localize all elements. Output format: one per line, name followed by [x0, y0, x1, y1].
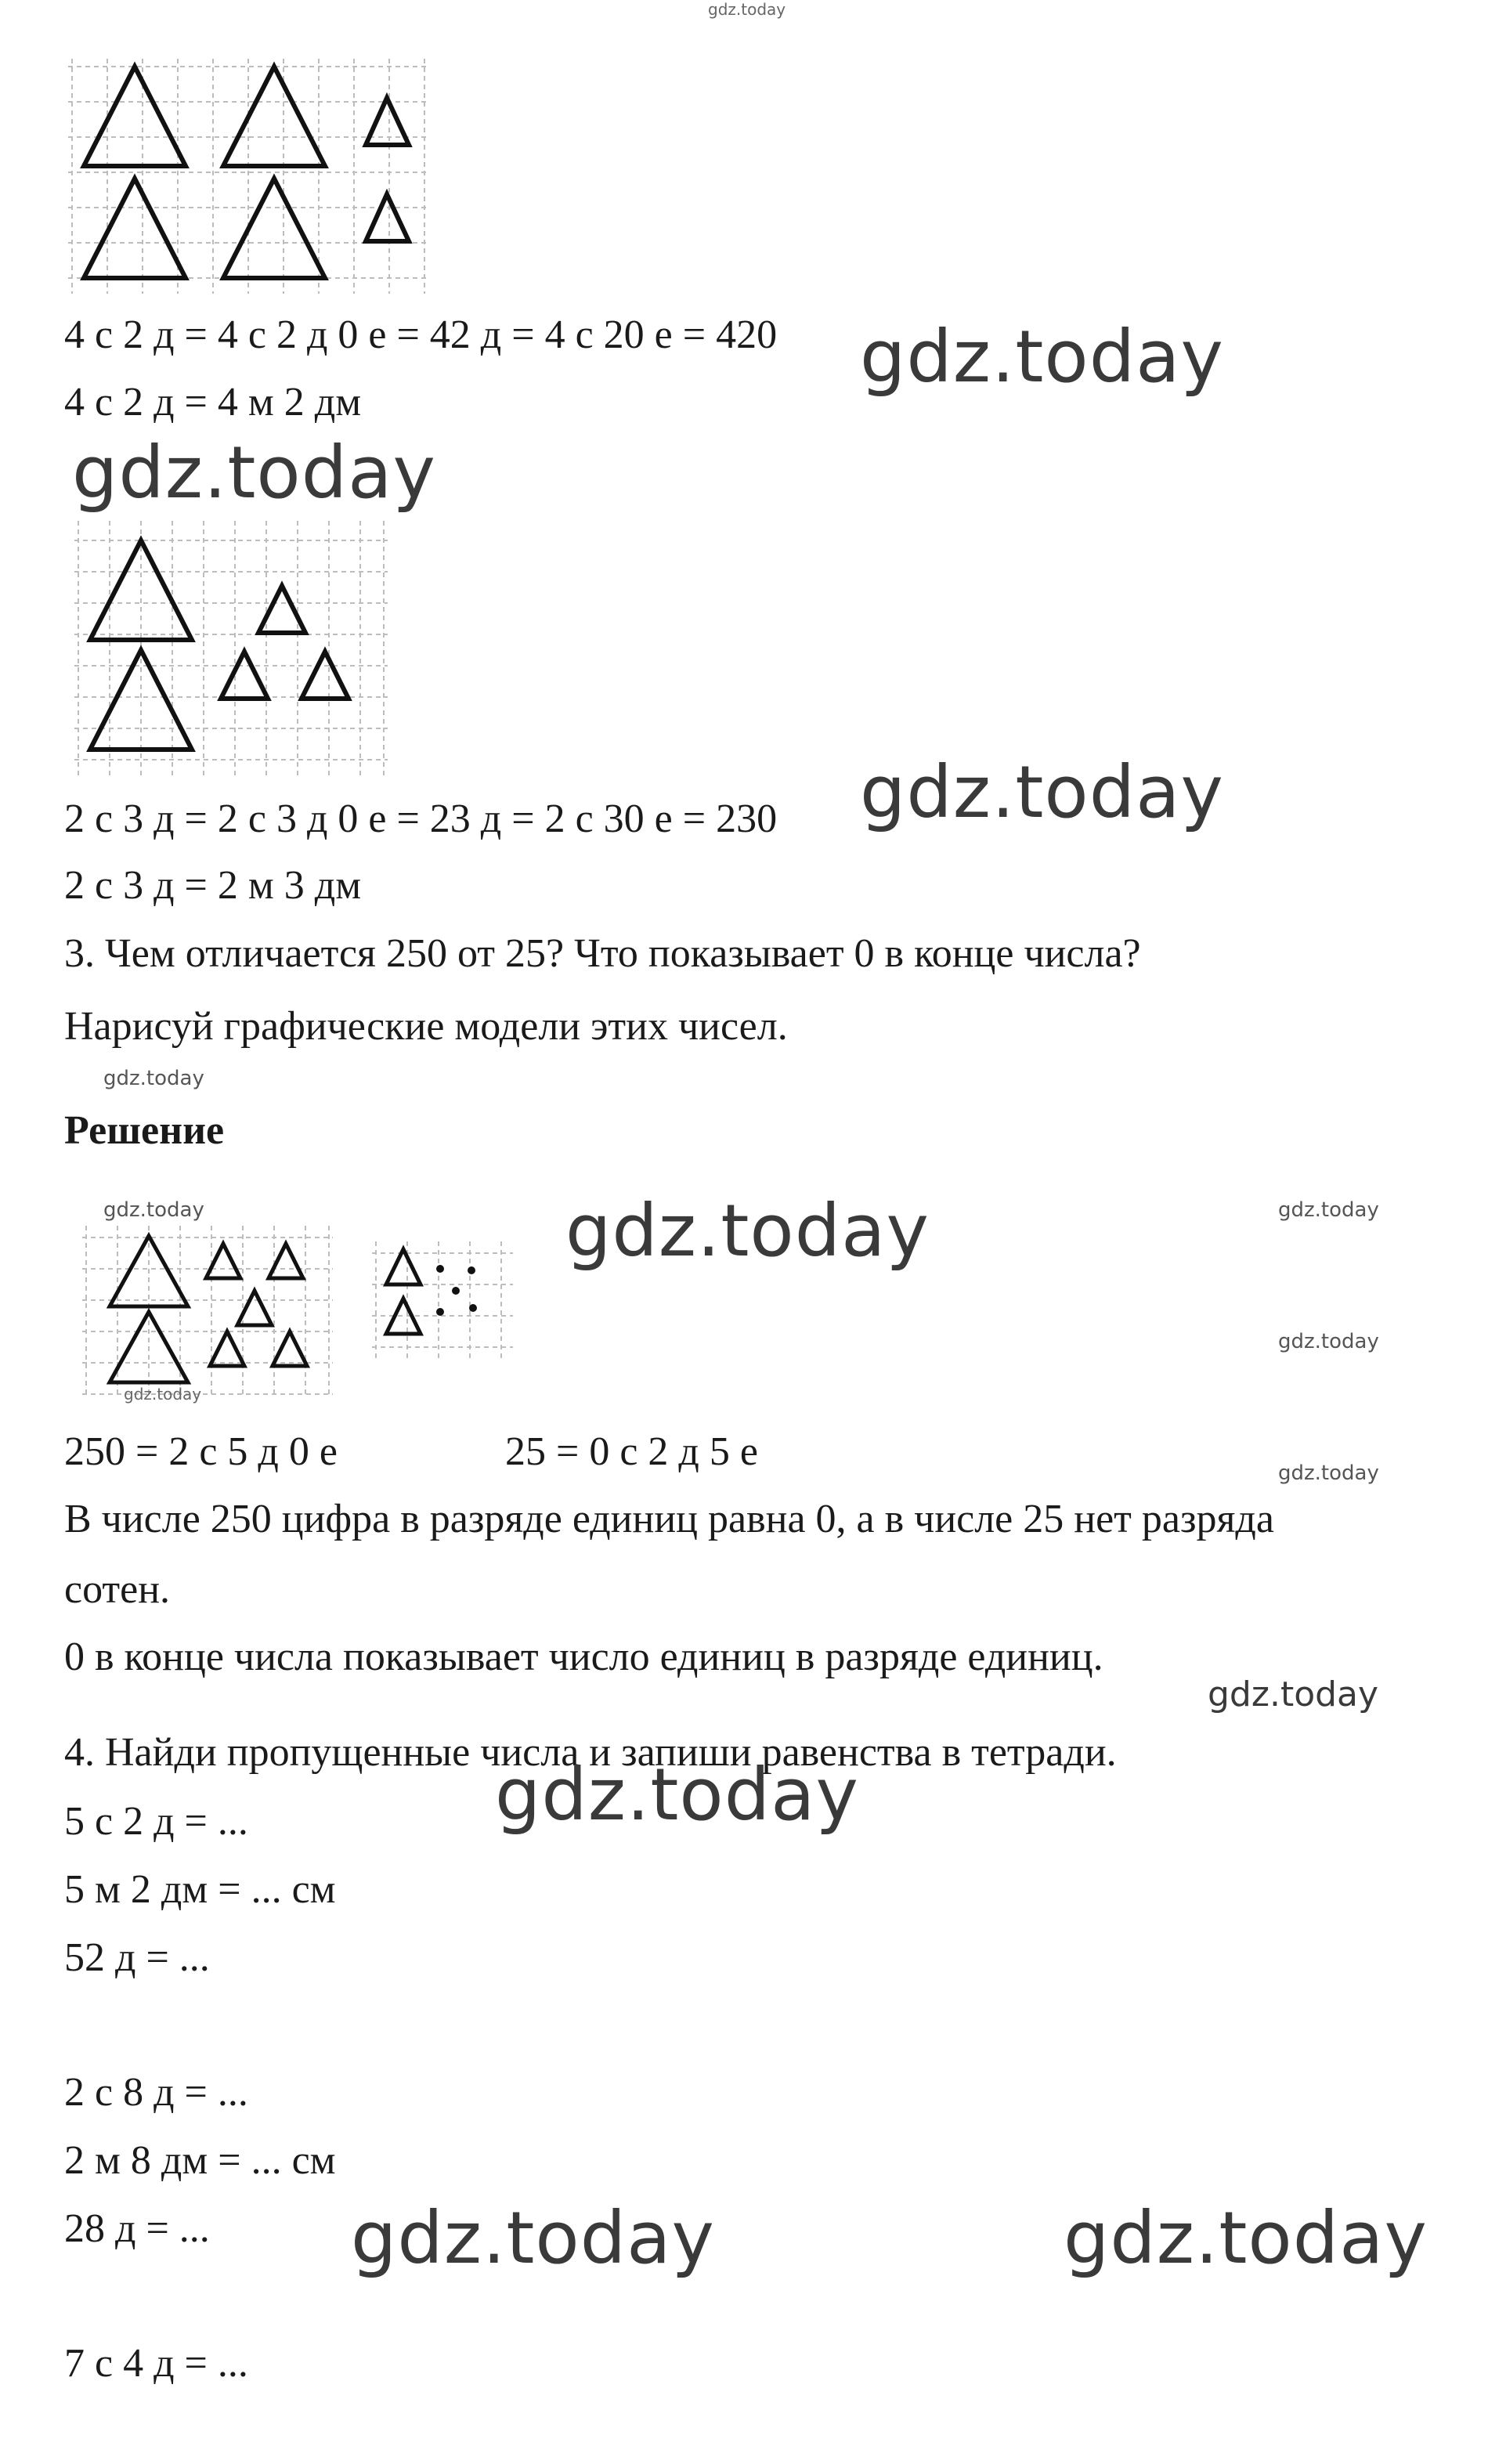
- triangles-figure-2: [70, 517, 392, 783]
- watermark-small: gdz.today: [103, 1067, 204, 1090]
- watermark-tiny: gdz.today: [124, 1385, 202, 1404]
- watermark-small: gdz.today: [1278, 1330, 1379, 1353]
- explanation-line-2: сотен.: [64, 1567, 171, 1612]
- watermark: gdz.today: [1064, 2196, 1428, 2280]
- explanation-line-3: 0 в конце числа показывает число единиц в разряде единиц.: [64, 1635, 1103, 1679]
- watermark-small: gdz.today: [103, 1198, 204, 1222]
- triangles-figure-1: [64, 55, 432, 298]
- small-triangle: [210, 1331, 244, 1366]
- number-250-decomposition: 250 = 2 с 5 д 0 е: [64, 1429, 338, 1474]
- task-4-title: 4. Найди пропущенные числа и запиши равенства в тетради.: [64, 1730, 1117, 1775]
- watermark: gdz.today: [495, 1753, 859, 1837]
- small-triangle: [386, 1249, 421, 1284]
- watermark: gdz.today: [351, 2196, 715, 2280]
- dot: [452, 1287, 460, 1295]
- task-3-question: 3. Чем отличается 250 от 25? Что показывает 0 в конце числа?: [64, 931, 1141, 976]
- watermark: gdz.today: [860, 750, 1224, 834]
- explanation-line-1: В числе 250 цифра в разряде единиц равна 0, а в числе 25 нет разряда: [64, 1497, 1274, 1541]
- watermark: gdz.today: [565, 1189, 930, 1273]
- equation-1: 4 с 2 д = 4 с 2 д 0 е = 42 д = 4 с 20 е = 420: [64, 313, 778, 357]
- big-triangle: [84, 67, 186, 166]
- task-4-b3: 28 д = ...: [64, 2206, 210, 2251]
- big-triangle: [84, 179, 186, 278]
- task-3-instruction: Нарисуй графические модели этих чисел.: [64, 1004, 788, 1049]
- task-4-a3: 52 д = ...: [64, 1935, 210, 1980]
- small-triangle: [221, 652, 268, 699]
- task-4-a2: 5 м 2 дм = ... см: [64, 1867, 336, 1912]
- task-4-b2: 2 м 8 дм = ... см: [64, 2138, 336, 2183]
- task-4-b1: 2 с 8 д = ...: [64, 2070, 248, 2115]
- watermark: gdz.today: [72, 431, 436, 515]
- watermark-small: gdz.today: [1278, 1198, 1379, 1222]
- dot: [436, 1308, 444, 1316]
- big-triangle: [223, 67, 325, 166]
- watermark: gdz.today: [860, 315, 1224, 399]
- equation-2: 4 с 2 д = 4 м 2 дм: [64, 380, 362, 425]
- dot: [468, 1266, 475, 1274]
- watermark-small: gdz.today: [1278, 1461, 1379, 1485]
- watermark-top: gdz.today: [708, 0, 786, 19]
- dot: [469, 1304, 477, 1312]
- task-4-c1: 7 с 4 д = ...: [64, 2341, 248, 2386]
- task-4-a1: 5 с 2 д = ...: [64, 1799, 248, 1844]
- small-triangle: [366, 194, 409, 241]
- model-25-figure: [368, 1237, 517, 1363]
- watermark-medium: gdz.today: [1208, 1675, 1379, 1714]
- small-triangle: [273, 1331, 307, 1366]
- equation-3: 2 с 3 д = 2 с 3 д 0 е = 23 д = 2 с 30 е = 230: [64, 797, 778, 841]
- equation-4: 2 с 3 д = 2 м 3 дм: [64, 863, 362, 908]
- big-triangle: [90, 650, 192, 750]
- number-25-decomposition: 25 = 0 с 2 д 5 е: [505, 1429, 758, 1474]
- big-triangle: [223, 179, 325, 278]
- small-triangle: [302, 652, 349, 699]
- solution-heading: Решение: [64, 1108, 225, 1153]
- dot: [436, 1265, 444, 1273]
- model-250-figure: [78, 1222, 337, 1402]
